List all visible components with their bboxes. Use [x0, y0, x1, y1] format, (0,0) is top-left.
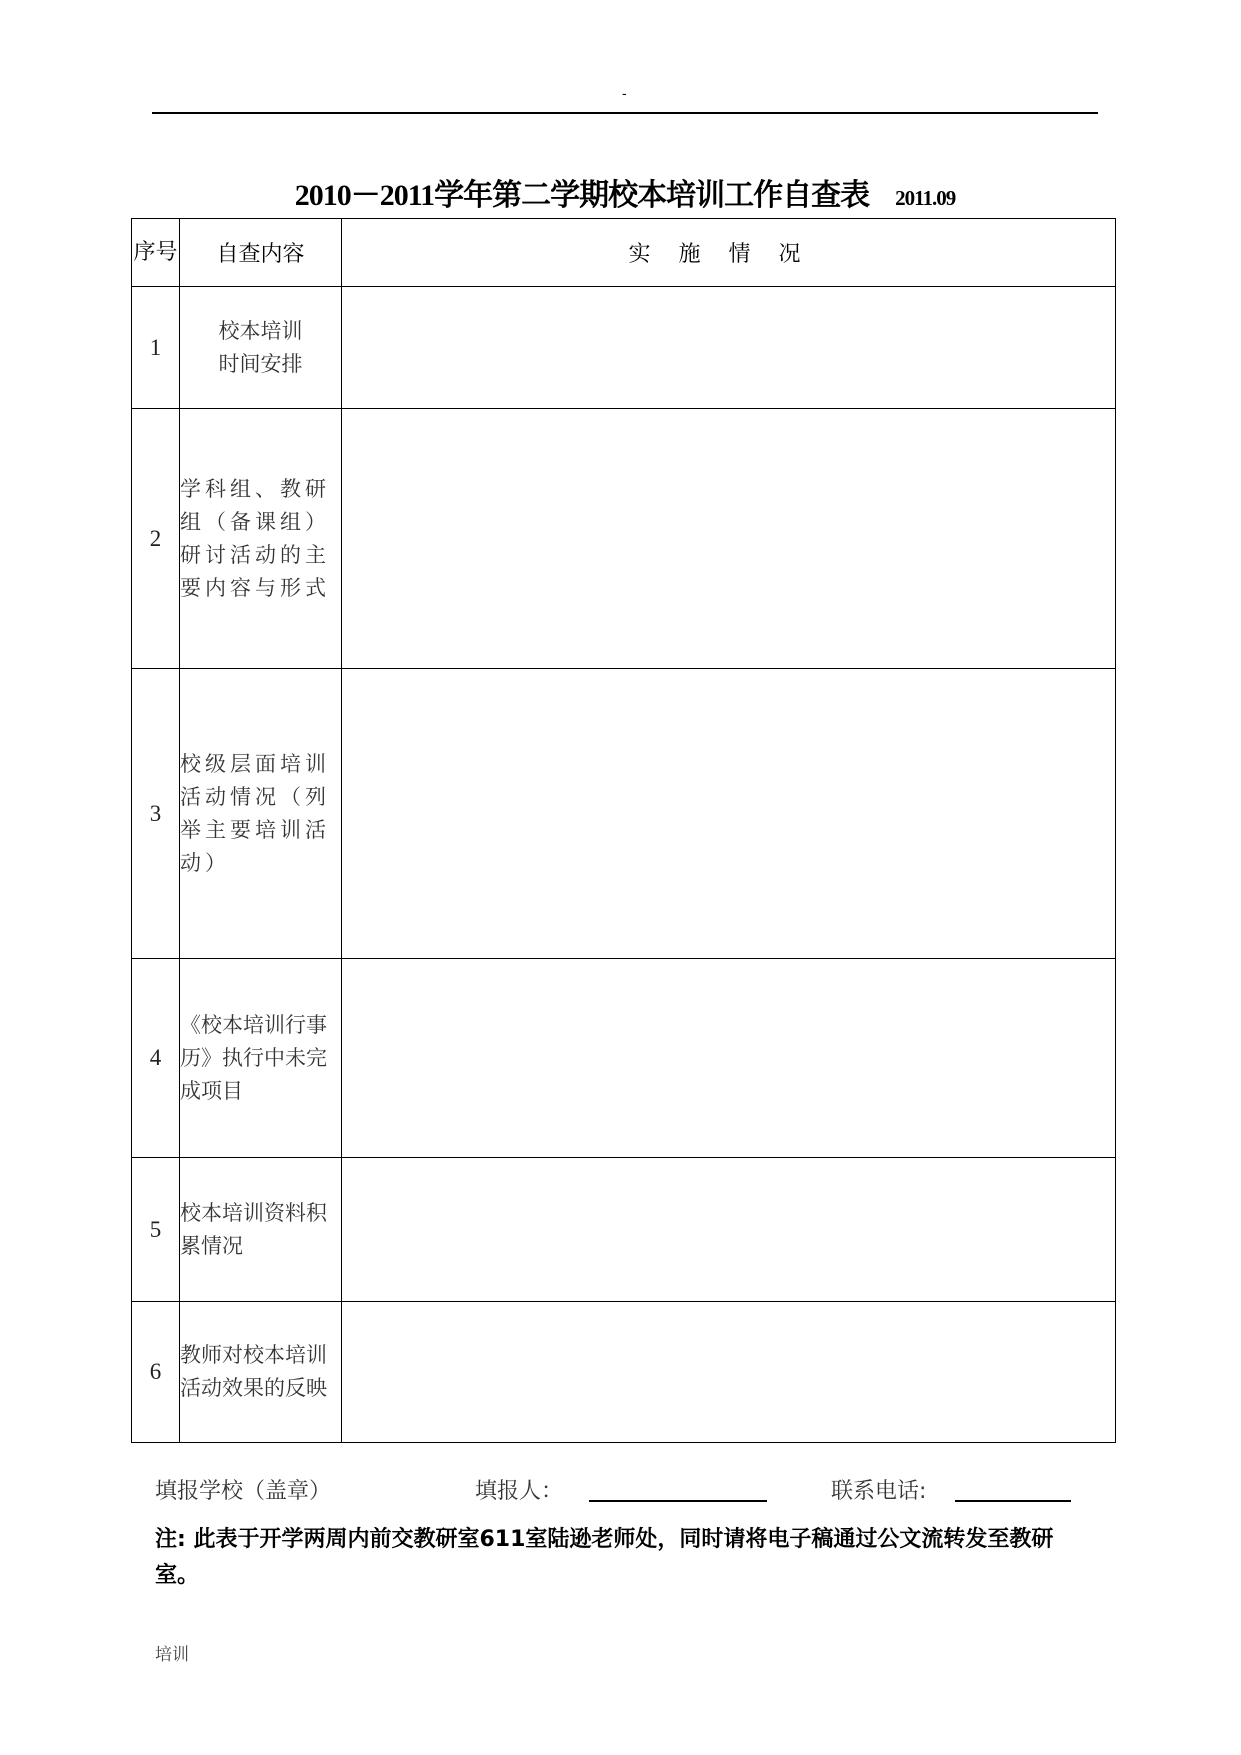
row-number: 1	[132, 287, 180, 409]
self-check-table	[131, 218, 1116, 1443]
row-number: 3	[132, 669, 180, 959]
row-result-cell[interactable]	[342, 409, 1116, 669]
row-number: 4	[132, 959, 180, 1158]
title-main: 2010－2011学年第二学期校本培训工作自查表	[294, 179, 870, 212]
footer-signature-row	[155, 1474, 1085, 1508]
row-result-cell[interactable]	[342, 959, 1116, 1158]
row-number: 5	[132, 1158, 180, 1302]
table-row	[132, 287, 1116, 409]
row-content: 学科组、教研组（备课组）研讨活动的主要内容与形式	[180, 409, 342, 669]
phone-blank[interactable]	[955, 1500, 1071, 1502]
school-label: 填报学校（盖章）	[155, 1479, 332, 1504]
reporter-label: 填报人：	[475, 1479, 564, 1504]
row-result-cell[interactable]	[342, 287, 1116, 409]
row-content: 校本培训 时间安排	[180, 287, 342, 409]
phone-label: 联系电话:	[831, 1479, 927, 1504]
header-content: 自查内容	[180, 219, 342, 287]
header-no: 序号	[132, 219, 180, 287]
row-content: 教师对校本培训活动效果的反映	[180, 1302, 342, 1443]
header-rule	[152, 112, 1098, 114]
row-result-cell[interactable]	[342, 1158, 1116, 1302]
reporter-blank[interactable]	[589, 1500, 767, 1502]
page-footer-tag: 培训	[155, 1645, 189, 1665]
table-row	[132, 669, 1116, 959]
table-row	[132, 1158, 1116, 1302]
table-header-row	[132, 219, 1116, 287]
header-mark: -	[622, 85, 627, 101]
header-result: 实施情况	[342, 219, 1116, 287]
table-row	[132, 409, 1116, 669]
footnote: 注: 此表于开学两周内前交教研室611室陆逊老师处，同时请将电子稿通过公文流转发至教研室。	[155, 1527, 1054, 1588]
table-row	[132, 959, 1116, 1158]
row-number: 6	[132, 1302, 180, 1443]
row-content: 校本培训资料积累情况	[180, 1158, 342, 1302]
row-result-cell[interactable]	[342, 1302, 1116, 1443]
row-content: 校级层面培训活动情况（列举主要培训活动）	[180, 669, 342, 959]
title-date: 2011.09	[895, 186, 956, 210]
row-content: 《校本培训行事历》执行中未完成项目	[180, 959, 342, 1158]
row-result-cell[interactable]	[342, 669, 1116, 959]
row-number: 2	[132, 409, 180, 669]
page-title	[130, 170, 1120, 214]
table-row	[132, 1302, 1116, 1443]
